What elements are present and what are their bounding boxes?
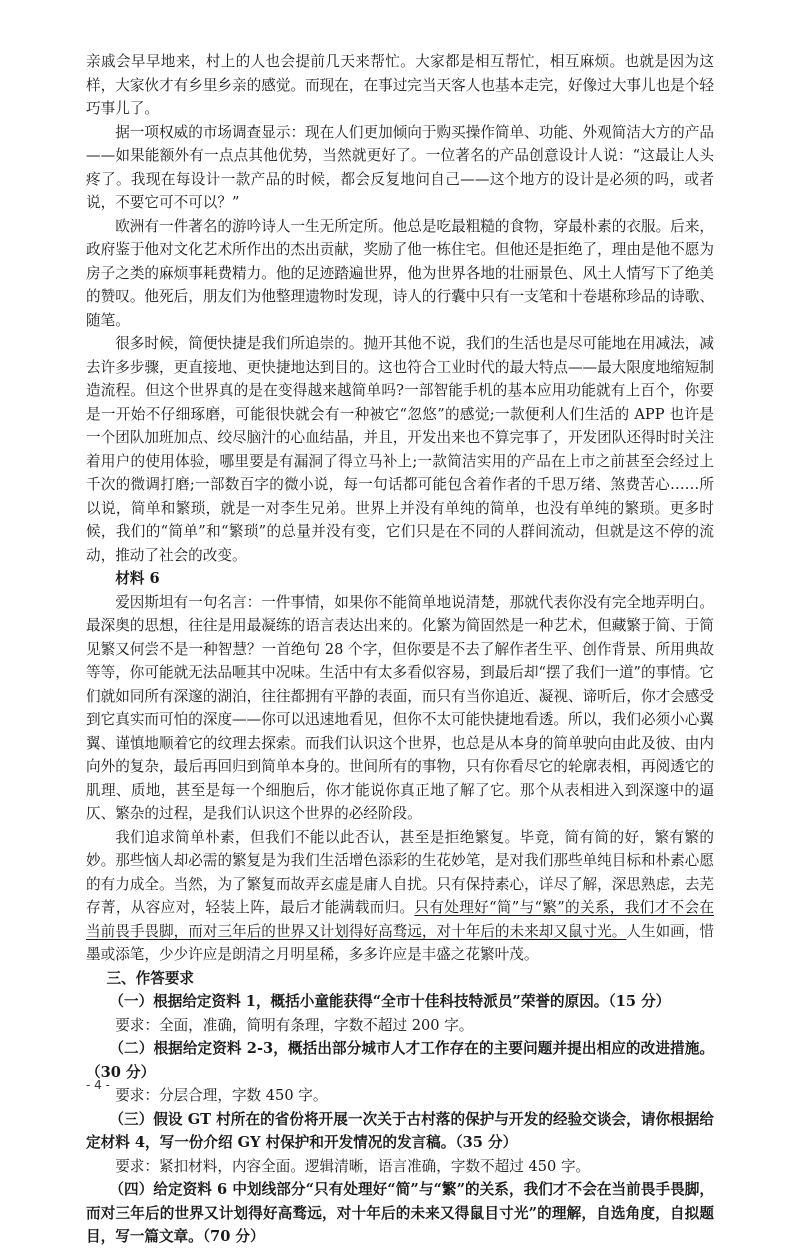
- question-2: （二）根据给定资料 2-3，概括出部分城市人才工作存在的主要问题并提出相应的改进措施。（30 分）: [86, 1040, 714, 1081]
- material-6-heading: 材料 6: [115, 570, 160, 587]
- underlined-passage: 只有处理好“简”与“繁”的关系，我们才不会在当前畏手畏脚，而对三年后的世界又计划得好高骛远，对十年后的未来却又鼠寸光。: [86, 899, 714, 940]
- paragraph-market-survey: 据一项权威的市场调查显示：现在人们更加倾向于购买操作简单、功能、外观简洁大方的产品——如果能额外有一点点其他优势，当然就更好了。一位著名的产品创意设计人说：“这最让人头疼了。我现在每设计一款产品的时候，都会反复地问自己——这个地方的设计是必须的吗，或者说，不要它可不可以？”: [86, 123, 714, 211]
- paragraph-continued: 亲戚会早早地来，村上的人也会提前几天来帮忙。大家都是相互帮忙，相互麻烦。也就是因为这样，大家伙才有乡里乡亲的感觉。而现在，在事过完当天客人也基本走完，好像过大事儿也是个轻巧事儿了。: [86, 53, 714, 117]
- paragraph-einstein: 爱因斯坦有一句名言：一件事情，如果你不能简单地说清楚，那就代表你没有完全地弄明白。最深奥的思想，往往是用最凝练的语言表达出来的。化繁为简固然是一种艺术，但藏繁于简、于简见繁又何尝不是一种智慧？一首绝句 28 个字，但你要是不去了解作者生平、创作背景、所用典故等等，你可能就无法品咂其中况味。生活中有太多看似容易，到最后却“摆了我们一道”的事情。它们就如同所有深邃的湖泊，往往都拥有平静的表面，而只有当你追近、凝视、谛听后，你才会感受到它真实而可怕的深度——你可以迅速地看见，但你不太可能快捷地看透。所以，我们必须小心翼翼、谨慎地顺着它的纹理去探索。而我们认识这个世界，也总是从本身的简单驶向由此及彼、由内向外的复杂，最后再回归到简单本身的。世间所有的事物，只有你看尽它的轮廓表相，再阅透它的肌理、质地，甚至是每一个细胞后，你才能说你真正地了解了它。那个从表相进入到深邃中的逼仄、繁杂的过程，是我们认识这个世界的必经阶段。: [86, 593, 714, 822]
- question-3: （三）假设 GT 村所在的省份将开展一次关于古村落的保护与开发的经验交谈会，请你根据给定材料 4，写一份介绍 GY 村保护和开发情况的发言稿。（35 分）: [86, 1110, 714, 1151]
- document-body: [86, 50, 714, 1249]
- conclusion-text: 我们追求简单朴素，但我们不能以此否认，甚至是拒绝繁复。毕竟，简有简的好，繁有繁的妙。那些恼人却必需的繁复是为我们生活增色添彩的生花妙笔，是对我们那些单纯目标和朴素心愿的有力成全。当然，为了繁复而故弄玄虚是庸人自扰。只有保持素心，详尽了解，深思熟虑，去芜存菁，从容应对，轻装上阵，最后才能满载而归。: [86, 828, 714, 916]
- requirement-1: 要求：全面，准确，简明有条理，字数不超过 200 字。: [115, 1016, 474, 1034]
- page-number: - 4 -: [86, 1078, 110, 1092]
- requirement-3: 要求：紧扣材料，内容全面。逻辑清晰，语言准确，字数不超过 450 字。: [115, 1157, 591, 1175]
- paragraph-conclusion: [86, 826, 714, 967]
- requirement-2: 要求：分层合理，字数 450 字。: [115, 1087, 328, 1104]
- conclusion-ending: 人生如画，惜墨或添笔，少少许应是朗清之月明星稀，多多许应是丰盛之花繁叶茂。: [86, 922, 714, 963]
- paragraph-simple-complex: 很多时候，简便快捷是我们所追崇的。抛开其他不说，我们的生活也是尽可能地在用减法，减去许多步骤，更直接地、更快捷地达到目的。这也符合工业时代的最大特点——最大限度地缩短制造流程。但这个世界真的是在变得越来越简单吗?一部智能手机的基本应用功能就有上百个，你要是一开始不仔细琢磨，可能很快就会有一种被它“忽悠”的感觉;一款便利人们生活的 APP 也许是一个团队加班加点、绞尽脑汁的心血结晶，并且，开发出来也不算完事了，开发团队还得时时关注着用户的使用体验，哪里要是有漏洞了得立马补上;一款简洁实用的产品在上市之前甚至会经过上千次的微调打磨;一部数百字的微小说，每一句话都可能包含着作者的千思万绪、煞费苦心……所以说，简单和繁琐，就是一对李生兄弟。世界上并没有单纯的简单，也没有单纯的繁琐。更多时候，我们的“简单”和“繁琐”的总量并没有变，它们只是在不同的人群间流动，但就是这不停的流动，推动了社会的改变。: [86, 335, 714, 564]
- paragraph-poet: 欧洲有一件著名的游吟诗人一生无所定所。他总是吃最粗糙的食物，穿最朴素的衣服。后来，政府鉴于他对文化艺术所作出的杰出贡献，奖励了他一栋住宅。但他还是拒绝了，理由是他不愿为房子之类的麻烦事耗费精力。他的足迹踏遍世界，他为世界各地的壮丽景色、风土人情写下了绝美的赞叹。他死后，朋友们为他整理遗物时发现，诗人的行囊中只有一支笔和十卷堪称珍品的诗歌、随笔。: [86, 217, 714, 329]
- section-heading-requirements: 三、作答要求: [106, 969, 195, 987]
- question-4: （四）给定资料 6 中划线部分“只有处理好“简”与“繁”的关系，我们才不会在当前畏手畏脚，而对三年后的世界又计划得好高骛远，对十年后的未来又得鼠目寸光”的理解，自选角度，自拟题目，写一篇文章。（70 分）: [86, 1181, 714, 1245]
- question-1: （一）根据给定资料 1，概括小童能获得“全市十佳科技特派员”荣誉的原因。（15 分）: [109, 993, 671, 1010]
